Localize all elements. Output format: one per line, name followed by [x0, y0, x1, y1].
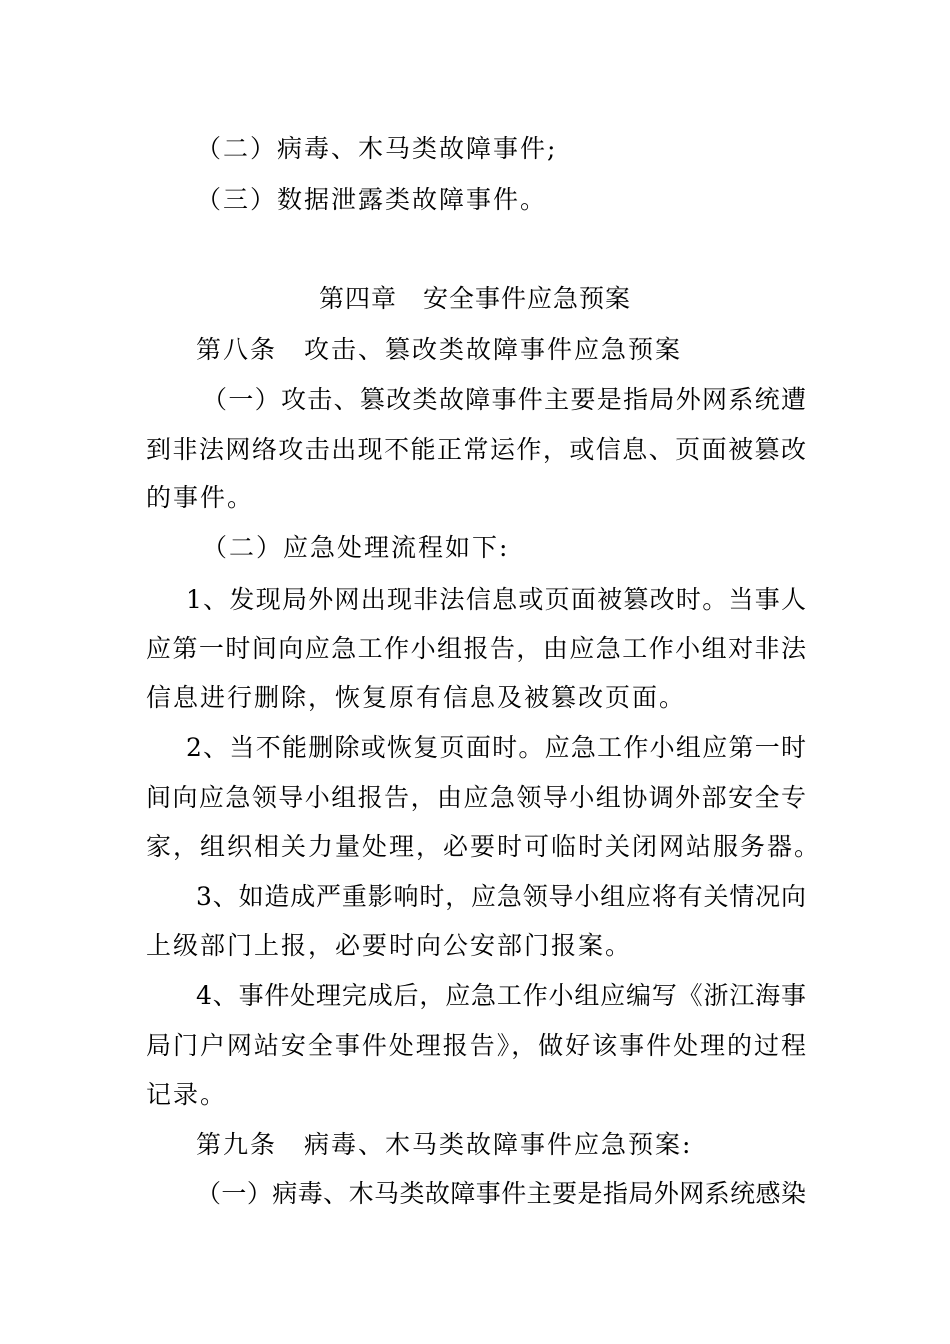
step-3-line-2: 上级部门上报，必要时向公安部门报案。 — [146, 931, 633, 960]
step-2-line-2: 间向应急领导小组报告，由应急领导小组协调外部安全专 — [146, 783, 806, 812]
article-9-item-1-line-1: （一）病毒、木马类故障事件主要是指局外网系统感染 — [196, 1179, 806, 1208]
step-1-line-3: 信息进行删除，恢复原有信息及被篡改页面。 — [146, 683, 687, 712]
step-4-line-1: 4、事件处理完成后，应急工作小组应编写《浙江海事 — [196, 981, 806, 1010]
step-1-line-1: 1、发现局外网出现非法信息或页面被篡改时。当事人 — [186, 585, 806, 614]
chapter-heading — [0, 284, 950, 314]
chapter-number: 第四章 — [318, 284, 397, 313]
article-8-item-2: （二）应急处理流程如下: — [202, 533, 510, 562]
article-8-heading: 第八条 攻击、篡改类故障事件应急预案 — [196, 335, 683, 364]
step-4-line-2: 局门户网站安全事件处理报告》，做好该事件处理的过程 — [146, 1031, 806, 1060]
step-2-line-3: 家，组织相关力量处理，必要时可临时关闭网站服务器。 — [146, 832, 822, 861]
article-9-heading: 第九条 病毒、木马类故障事件应急预案: — [196, 1130, 693, 1159]
chapter-title: 安全事件应急预案 — [423, 284, 632, 313]
article-8-item-1-line-3: 的事件。 — [146, 483, 255, 512]
article-8-item-1-line-2: 到非法网络攻击出现不能正常运作，或信息、页面被篡改 — [146, 435, 806, 464]
step-3-line-1: 3、如造成严重影响时，应急领导小组应将有关情况向 — [196, 882, 806, 911]
step-1-line-2: 应第一时间向应急工作小组报告，由应急工作小组对非法 — [146, 634, 806, 663]
article-8-item-1-line-1: （一）攻击、篡改类故障事件主要是指局外网系统遭 — [202, 385, 806, 414]
list-item-data-leak: （三）数据泄露类故障事件。 — [196, 185, 548, 214]
list-item-viruses: （二）病毒、木马类故障事件; — [196, 134, 558, 163]
step-2-line-1: 2、当不能删除或恢复页面时。应急工作小组应第一时 — [186, 733, 806, 762]
step-4-line-3: 记录。 — [146, 1080, 228, 1109]
